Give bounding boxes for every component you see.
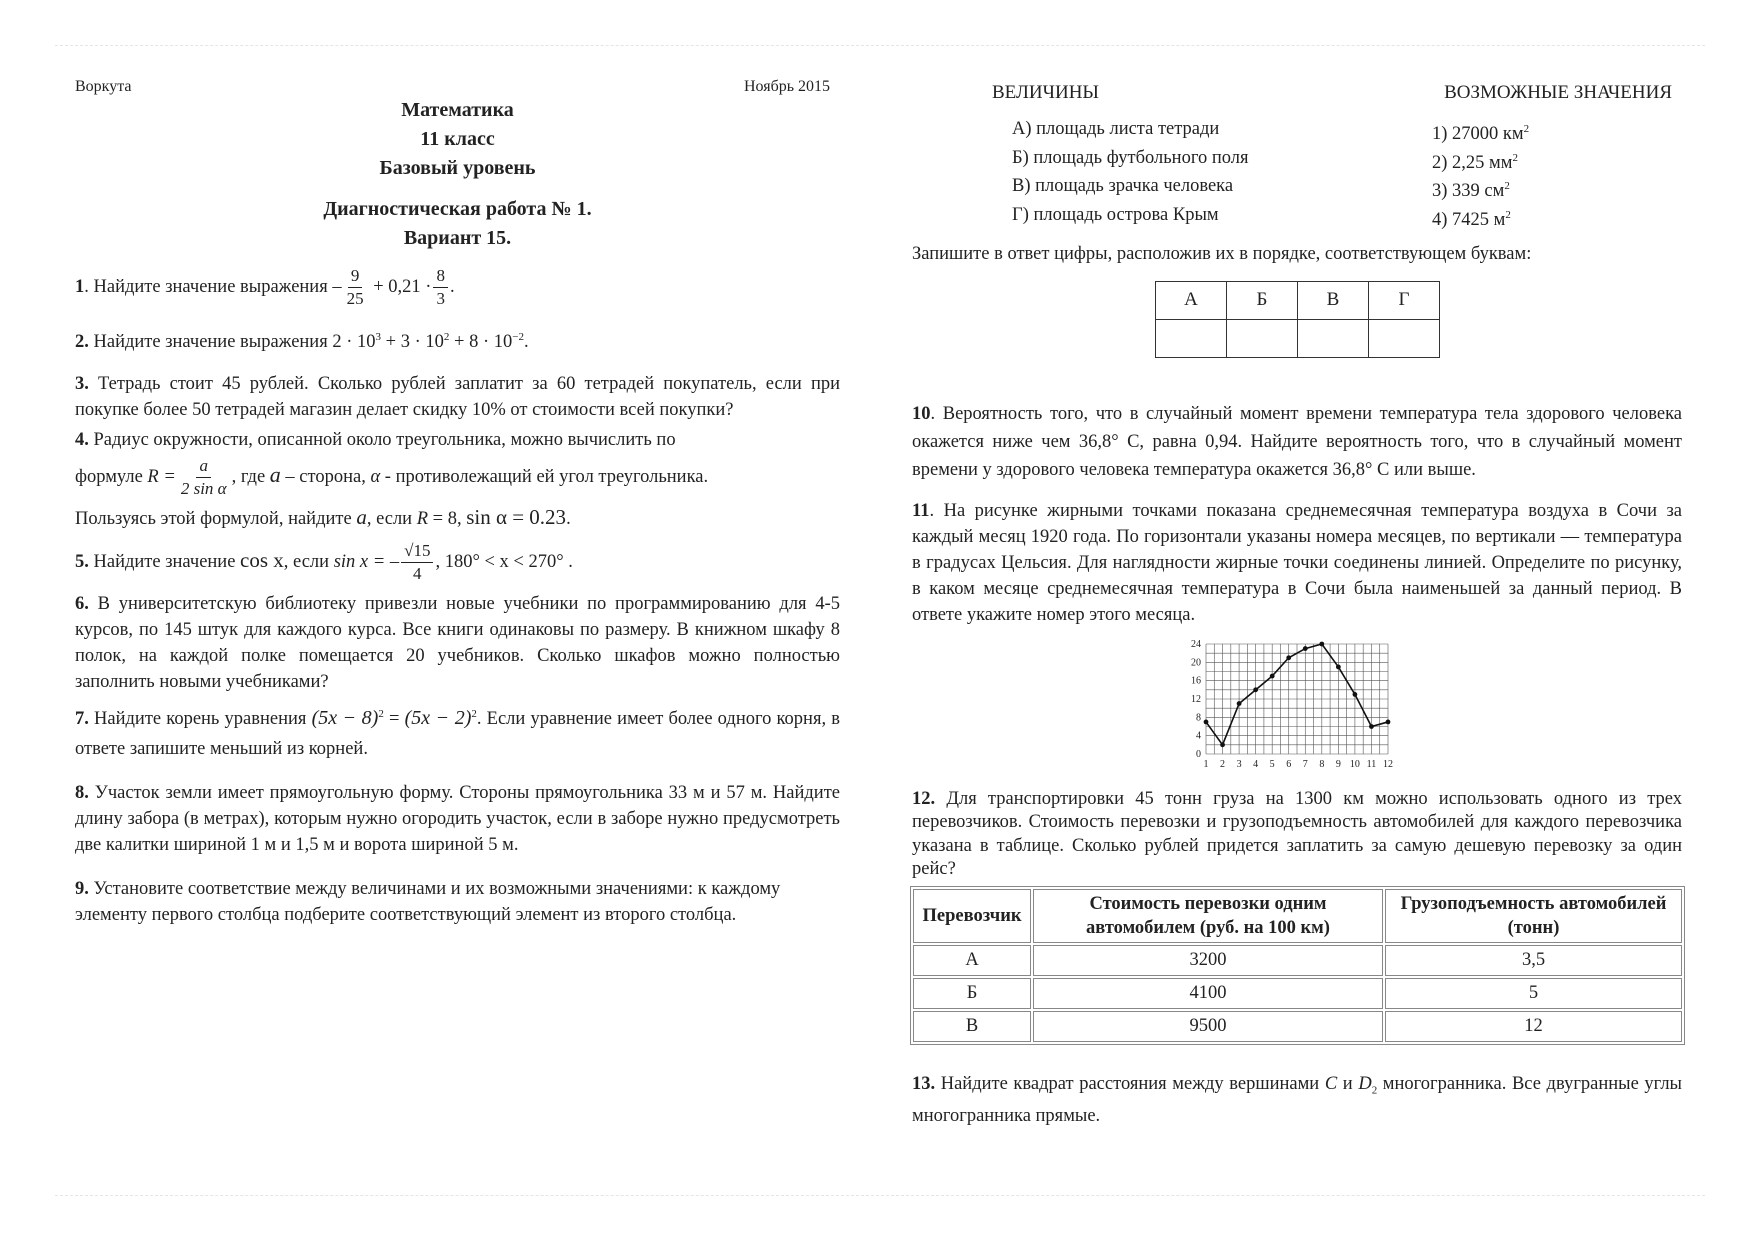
- task-1: [75, 265, 840, 310]
- chart-xtick-label: 6: [1286, 758, 1292, 770]
- cargo-cell: 4100: [1033, 978, 1383, 1009]
- task-11-text: . На рисунке жирными точками показана среднемесячная температура воздуха в Сочи за каждый месяц 1920 года. По горизонтали указаны номера месяцев, по вертикали — температура в градусах Цельсия. Для наглядности жирные точки соединены линией. Определите по рисунку, в каком месяце среднемесячная температура в Сочи была наименьшей за данный период. В ответе укажите номер этого месяца.: [912, 500, 1682, 625]
- task-1-number: 1: [75, 276, 85, 297]
- chart-xtick-label: 4: [1253, 758, 1259, 770]
- task-13-c: C: [1324, 1073, 1338, 1094]
- cargo-cell: 3,5: [1385, 945, 1682, 976]
- task-2-end: .: [523, 332, 529, 353]
- task-10: [912, 400, 1682, 484]
- matching-right-value: 2) 2,25 мм: [1432, 152, 1513, 173]
- task-9-number: 9.: [75, 879, 89, 900]
- task-5-fraction: [401, 540, 433, 585]
- matching-instruction: Запишите в ответ цифры, расположив их в порядке, соответствующем буквам:: [912, 243, 1532, 264]
- task-6-number: 6.: [75, 594, 89, 615]
- task-7-text-b: . Если уравнение имеет более одного корня, в ответе запишите меньший из корней.: [75, 709, 840, 760]
- matching-left-item: В) площадь зрачка человека: [1012, 176, 1234, 197]
- chart-xtick-label: 10: [1349, 758, 1360, 770]
- answer-input-cell[interactable]: [1298, 319, 1369, 357]
- task-3-text: Тетрадь стоит 45 рублей. Сколько рублей заплатит за 60 тетрадей покупатель, если при покупке более 50 тетрадей магазин делает скидку 10% от стоимости всей покупки?: [75, 374, 840, 421]
- cargo-table: [910, 886, 1685, 1045]
- task-7-number: 7.: [75, 709, 89, 730]
- cargo-cell: А: [913, 945, 1031, 976]
- task-6-text: В университетскую библиотеку привезли новые учебники по программированию для 4-5 курсов, по 145 штук для каждого курса. Все книги одинаковы по размеру. В книжном шкафу 8 полок, на каждой полке помещается 20 учебников. Сколько шкафов можно полностью заполнить новыми учебниками?: [75, 594, 840, 693]
- answer-input-cell[interactable]: [1227, 319, 1298, 357]
- task-8: [75, 780, 840, 858]
- chart-data-point: [1220, 742, 1225, 747]
- task-7-rhs-exp: 2: [471, 708, 477, 721]
- chart-ytick-label: 8: [1196, 711, 1201, 723]
- task-4-formula-line: [75, 455, 840, 500]
- task-1-minus: –: [332, 276, 342, 297]
- chart-data-point: [1270, 673, 1275, 678]
- task-12: [912, 788, 1682, 882]
- chart-xtick-label: 11: [1366, 758, 1377, 770]
- cargo-header-capacity: Грузоподъемность автомобилей (тонн): [1385, 889, 1682, 943]
- task-4-text: Радиус окружности, описанной около треугольника, можно вычислить по: [88, 430, 676, 451]
- task-1-mid: + 0,21 ·: [373, 276, 432, 297]
- task-7-eq: =: [383, 709, 405, 730]
- answer-header-cell: Г: [1369, 281, 1440, 319]
- task-4-formula-lead: формуле: [75, 466, 148, 487]
- task-4-line3-r: R: [416, 509, 429, 530]
- task-11: [912, 498, 1682, 628]
- task-4-formula-r: R =: [147, 466, 176, 487]
- answer-input-cell[interactable]: [1369, 319, 1440, 357]
- chart-data-point: [1253, 687, 1258, 692]
- matching-right-item: [1432, 147, 1632, 176]
- task-5-number: 5.: [75, 551, 89, 572]
- grade-title: 11 класс: [420, 128, 495, 150]
- task-4-line3-end: .: [566, 509, 571, 530]
- task-5-text: Найдите значение: [88, 551, 241, 572]
- matching-right-value: 1) 27000 км: [1432, 124, 1524, 145]
- task-4-after2: – сторона,: [280, 466, 371, 487]
- task-4-fraction: [178, 455, 230, 500]
- task-3: [75, 371, 840, 423]
- matching-right-exp: 2: [1512, 151, 1518, 164]
- task-3-number: 3.: [75, 374, 89, 395]
- task-13-and: и: [1337, 1073, 1359, 1094]
- cargo-table-header-row: [913, 889, 1682, 943]
- matching-right-exp: 2: [1523, 123, 1530, 135]
- task-4-line3-sin: sin α = 0.23: [466, 505, 567, 530]
- cargo-cell: 5: [1385, 978, 1682, 1009]
- chart-data-point: [1237, 701, 1242, 706]
- task-1-fraction-1: [344, 265, 367, 310]
- chart-xtick-label: 1: [1203, 758, 1209, 770]
- left-column: [75, 74, 840, 928]
- task-11-number: 11: [912, 500, 930, 521]
- page-border-top: [55, 45, 1705, 46]
- work-title: Диагностическая работа № 1.: [323, 198, 592, 220]
- task-4-f-numerator: a: [196, 455, 211, 478]
- header-city: Воркута: [75, 78, 132, 95]
- matching-left-item: Б) площадь футбольного поля: [1012, 147, 1249, 168]
- task-4-after: , где: [231, 466, 270, 487]
- task-13-d: D: [1358, 1073, 1372, 1094]
- level-title: Базовый уровень: [379, 157, 536, 179]
- matching-header: [812, 80, 1682, 106]
- task-2: [75, 324, 840, 355]
- task-5-range: , 180° < x < 270°: [435, 551, 564, 572]
- answer-header-cell: Б: [1227, 281, 1298, 319]
- chart-data-point: [1319, 641, 1324, 646]
- task-2-text: Найдите значение выражения: [88, 332, 333, 353]
- chart-xtick-label: 2: [1220, 758, 1226, 770]
- answer-header-cell: А: [1156, 281, 1227, 319]
- task-5: [75, 540, 840, 585]
- task-13-number: 13.: [912, 1073, 936, 1094]
- table-row: [913, 978, 1682, 1009]
- variant-title: Вариант 15.: [403, 227, 512, 249]
- task-10-text: . Вероятность того, что в случайный момент времени температура тела здорового человека окажется ниже чем 36,8° С, равна 0,94. Найдите вероятность того, что в случайный момент времени у здорового человека температура окажется 36,8° С или выше.: [912, 403, 1682, 480]
- chart-ytick-label: 0: [1196, 748, 1201, 760]
- task-7-lhs: (5x − 8): [311, 707, 379, 730]
- task-7: [75, 699, 840, 764]
- chart-ytick-label: 20: [1191, 656, 1201, 668]
- task-4-line3-c: = 8,: [428, 509, 467, 530]
- chart-xtick-label: 7: [1302, 758, 1308, 770]
- matching-left-item: Г) площадь острова Крым: [1012, 204, 1219, 225]
- subject-title: Математика: [401, 99, 514, 121]
- matching-right-item: [1432, 118, 1632, 147]
- task-4: [75, 427, 840, 453]
- task-1-f1-numerator: 9: [348, 265, 363, 288]
- task-4-after3: - противолежащий ей угол треугольника.: [380, 466, 709, 487]
- task-5-den: 4: [413, 564, 422, 584]
- cargo-cell: 9500: [1033, 1011, 1383, 1042]
- chart-data-point: [1286, 655, 1291, 660]
- chart-ytick-label: 24: [1191, 638, 1201, 650]
- chart-xtick-label: 9: [1335, 758, 1341, 770]
- header-date: Ноябрь 2015: [743, 78, 830, 95]
- page-border-bottom: [55, 1195, 1705, 1196]
- task-1-end: .: [449, 276, 455, 297]
- table-row: [913, 1011, 1682, 1042]
- temperature-chart-svg: [1174, 636, 1404, 776]
- task-1-f2-denominator: 3: [436, 289, 445, 308]
- chart-data-point: [1336, 664, 1341, 669]
- answer-grid: [1155, 281, 1440, 358]
- chart-data-point: [1204, 719, 1209, 724]
- matching-right-exp: 2: [1505, 208, 1511, 221]
- task-13-d-sub: 2: [1371, 1084, 1378, 1097]
- chart-xtick-label: 5: [1269, 758, 1275, 770]
- task-6: [75, 591, 840, 695]
- task-2-expr-b: + 3 · 10: [381, 332, 444, 353]
- cargo-header-cost: Стоимость перевозки одним автомобилем (руб. на 100 км): [1033, 889, 1383, 943]
- task-4-line3-var: a: [356, 505, 367, 530]
- task-4-line3-b: , если: [366, 509, 417, 530]
- task-7-lhs-exp: 2: [378, 708, 384, 721]
- task-8-text: Участок земли имеет прямоугольную форму. Стороны прямоугольника 33 м и 57 м. Найдите длину забора (в метрах), которым нужно огородить участок, если в заборе нужно предусмотреть две калитки шириной 1 м и 1,5 м и ворота шириной 5 м.: [75, 783, 840, 856]
- task-1-f1-denominator: 25: [346, 289, 364, 308]
- task-9-text: Установите соответствие между величинами и их возможными значениями: к каждому элементу первого столбца подберите соответствующий элемент из второго столбца.: [75, 879, 781, 926]
- task-4-alpha: α: [370, 466, 381, 487]
- task-5-sin: sin x = –: [333, 551, 400, 572]
- task-10-number: 10: [912, 403, 931, 424]
- task-5-cond: , если: [283, 551, 334, 572]
- right-column: [912, 80, 1682, 1129]
- task-1-f2-numerator: 8: [433, 265, 448, 288]
- chart-data-point: [1386, 719, 1391, 724]
- chart-data-point: [1353, 692, 1358, 697]
- table-row: [913, 945, 1682, 976]
- matching-rows: [1012, 118, 1682, 233]
- matching-col2-title: ВОЗМОЖНЫЕ ЗНАЧЕНИЯ: [1444, 82, 1672, 103]
- task-12-text: Для транспортировки 45 тонн груза на 1300 км можно использовать одного из трех перевозчиков. Стоимость перевозки и грузоподъемность автомобилей для каждого перевозчика указана в таблице. Сколько рублей придется заплатить за самую дешевую перевозку за один рейс?: [912, 788, 1682, 880]
- cargo-cell: Б: [913, 978, 1031, 1009]
- task-5-cos: cos x: [240, 547, 284, 572]
- matching-right-value: 3) 339 см: [1432, 181, 1505, 202]
- task-8-number: 8.: [75, 783, 89, 804]
- cargo-cell: 3200: [1033, 945, 1383, 976]
- chart-xtick-label: 3: [1236, 758, 1242, 770]
- matching-right-item: [1432, 204, 1632, 233]
- title-block: [75, 96, 840, 253]
- task-2-exp-b: 2: [443, 331, 450, 343]
- task-1-fraction-2: [433, 265, 448, 310]
- chart-ytick-label: 12: [1191, 693, 1201, 705]
- task-7-text-a: Найдите корень уравнения: [88, 709, 312, 730]
- matching-right-value: 4) 7425 м: [1432, 210, 1506, 231]
- answer-header-cell: В: [1298, 281, 1369, 319]
- cargo-cell: 12: [1385, 1011, 1682, 1042]
- answer-input-cell[interactable]: [1156, 319, 1227, 357]
- task-9: [75, 876, 840, 928]
- temperature-chart: [1174, 636, 1404, 776]
- task-4-var-a: a: [269, 461, 281, 487]
- task-7-rhs: (5x − 2): [404, 707, 472, 730]
- task-4-f-denominator: 2 sin α: [180, 479, 227, 499]
- task-2-exp-a: 3: [375, 331, 382, 343]
- chart-ytick-label: 4: [1196, 730, 1201, 742]
- matching-right-exp: 2: [1504, 180, 1510, 193]
- task-2-exp-c: −2: [512, 331, 524, 343]
- task-13-text-b: многогранника. Все двугранные углы многогранника прямые.: [912, 1073, 1682, 1127]
- task-12-number: 12.: [912, 788, 936, 809]
- matching-right-item: [1432, 175, 1632, 204]
- cargo-cell: В: [913, 1011, 1031, 1042]
- task-2-expr-c: + 8 · 10: [449, 332, 513, 353]
- matching-col1-title: ВЕЛИЧИНЫ: [992, 82, 1099, 103]
- task-13-text-a: Найдите квадрат расстояния между вершинами: [935, 1073, 1325, 1094]
- task-4-number: 4.: [75, 430, 89, 451]
- chart-xtick-label: 8: [1319, 758, 1325, 770]
- chart-data-point: [1369, 724, 1374, 729]
- chart-data-point: [1303, 646, 1308, 651]
- chart-xtick-label: 12: [1383, 758, 1393, 770]
- task-5-root: √15: [401, 540, 433, 563]
- task-2-expr-a: 2 · 10: [332, 332, 376, 353]
- matching-left-item: А) площадь листа тетради: [1012, 119, 1220, 139]
- task-4-line3: [75, 504, 840, 532]
- task-2-number: 2.: [75, 332, 89, 353]
- task-4-line3-a: Пользуясь этой формулой, найдите: [75, 509, 357, 530]
- task-1-text: . Найдите значение выражения: [84, 276, 333, 297]
- task-5-end: .: [563, 551, 573, 572]
- task-13: [912, 1071, 1682, 1130]
- cargo-header-carrier: Перевозчик: [913, 889, 1031, 943]
- chart-ytick-label: 16: [1191, 675, 1201, 687]
